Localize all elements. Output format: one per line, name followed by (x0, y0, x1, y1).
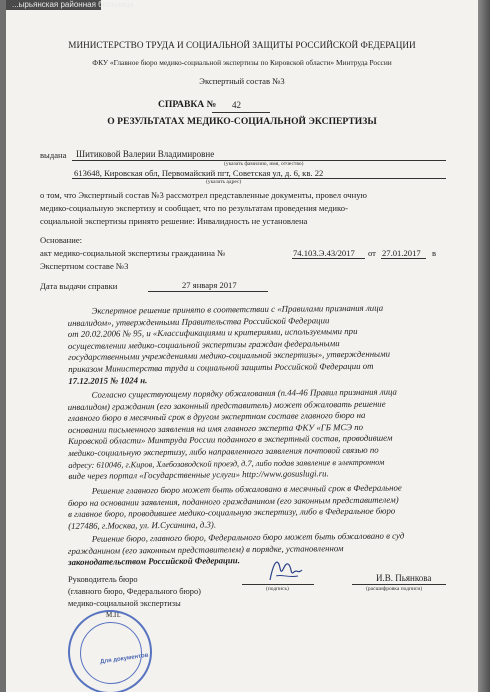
p4-line: гражданином (его законным представителем) в порядке, установленном (67, 542, 344, 556)
basis-text-b: в (432, 248, 437, 258)
issue-date-underline (148, 291, 268, 292)
certificate-title: СПРАВКА № (158, 99, 217, 110)
p3-line: бюро на основании заявления, поданного гражданином (его законным представителем) (67, 494, 399, 508)
signer-role-1: Руководитель бюро (68, 575, 138, 584)
certificate-number: 42 (232, 100, 241, 110)
signature-underline (242, 584, 314, 585)
official-stamp (68, 610, 152, 692)
paragraph-court-appeal (68, 530, 446, 569)
signer-hint: (расшифровка подписи) (366, 586, 423, 592)
p2-line: Кировской области» Минтруда России поданного в экспертный состав, проводившем (68, 432, 393, 447)
p1-line: инвалидом», утвержденными Правительства Российской Федерации (67, 314, 330, 328)
p1-line: от 20.02.2006 № 95, и «Классификациями и критериями, используемыми при (67, 326, 358, 340)
basis-label: Основание: (40, 235, 83, 245)
act-date-underline (381, 258, 426, 259)
p1-line: Экспертное решение принято в соответствии с «Правилами признания лица (91, 302, 384, 316)
p1-line: приказом Министерства труда и социальной защиты Российской Федерации от (68, 360, 374, 374)
act-date: 27.01.2017 (382, 248, 421, 258)
signature-hint: (подпись) (266, 586, 289, 592)
p2-line: медико-социальную экспертизу, либо направленного заявления почтовой связью по (68, 444, 379, 458)
bureau-heading: ФКУ «Главное бюро медико-социальной экспертизы по Кировской области» Минтруда России (92, 58, 392, 67)
p4-line: Решение бюро, главного бюро, Федерального бюро может быть обжаловано в суд (91, 530, 405, 544)
p1-line: осуществлении медико-социальной экспертизы граждан федеральными (67, 337, 340, 351)
stamp-text: Для документов (99, 652, 149, 666)
recipient-name: Шитиковой Валерии Владимировне (76, 149, 215, 159)
corner-label: ...ырьянская районная больница (12, 0, 134, 9)
statement-line-3: социальной экспертизы принято решение: Инвалидность не установлена (40, 216, 308, 226)
p2-line: Согласно существующему порядку обжалования (п.44-46 Правил признания лица (91, 386, 397, 400)
p3-line: в главное бюро, проводившее медико-социальную экспертизу, либо в Федеральное бюро (68, 505, 396, 520)
name-hint: (указать фамилию, имя, отчество) (224, 161, 304, 167)
issued-label: выдана (40, 150, 67, 160)
document-page (6, 0, 478, 692)
certificate-subtitle: О РЕЗУЛЬТАТАХ МЕДИКО-СОЦИАЛЬНОЙ ЭКСПЕРТИЗЫ (107, 116, 377, 127)
p1-line: 17.12.2015 № 1024 н. (68, 374, 148, 386)
signer-underline (352, 584, 446, 585)
page-edge-shadow (478, 0, 490, 692)
address-underline (72, 178, 446, 179)
basis-line-2: Экспертном составе №3 (40, 261, 129, 271)
address-hint: (указать адрес) (206, 179, 242, 185)
composition-heading: Экспертный состав №3 (199, 76, 285, 86)
signer-name: И.В. Пьянкова (376, 573, 432, 583)
paragraph-federal-appeal (68, 482, 446, 532)
p3-line: (127486, г.Москва, ул. И.Сусанина, д.3). (68, 519, 217, 531)
p4-line: законодательством Российской Федерации. (68, 555, 240, 568)
act-number-underline (292, 258, 365, 259)
statement-line-1: о том, что Экспертный состав №3 рассмотрел представленные документы, провел очную (40, 190, 367, 200)
p1-line: государственными учреждениями медико-социальной экспертизы», утвержденными (68, 348, 391, 363)
stamp-mark: М.П. (106, 611, 121, 619)
act-number: 74.103.Э.43/2017 (293, 248, 355, 258)
p3-line: Решение главного бюро может быть обжаловано в месячный срок в Федеральное (91, 482, 402, 496)
paragraph-appeal-order (68, 386, 447, 483)
paragraph-regulation (68, 302, 447, 387)
signer-role-3: медико-социальной экспертизы (68, 599, 181, 608)
basis-from: от (368, 248, 376, 258)
p2-line: виде через портал «Государственные услуги» http://www.gosuslugi.ru. (68, 468, 329, 482)
p2-line: адресу: 610046, г.Киров, Хлебозаводской проезд, д.7, либо подав заявление в электронном (68, 457, 385, 470)
number-underline (212, 112, 270, 113)
recipient-address: 613648, Кировская обл, Первомайский пгт, Советская ул, д. 6, кв. 22 (74, 168, 324, 178)
p2-line: инвалидом) гражданин (его законный представитель) может обжаловать решение (67, 398, 386, 412)
ministry-heading: МИНИСТЕРСТВО ТРУДА И СОЦИАЛЬНОЙ ЗАЩИТЫ РОССИЙСКОЙ ФЕДЕРАЦИИ (68, 40, 416, 50)
signer-role-2: (главного бюро, Федерального бюро) (68, 587, 201, 596)
p2-line: главного бюро в месячный срок в другом экспертном составе главного бюро на (67, 410, 366, 424)
statement-line-2: медико-социальную экспертизу и сообщает, что по результатам проведения медико- (40, 203, 348, 213)
issue-date-value: 27 января 2017 (182, 280, 237, 290)
basis-text-a: акт медико-социальной экспертизы гражданина № (40, 248, 226, 258)
p2-line: основании письменного заявления на имя главного эксперта ФКУ «ГБ МСЭ по (67, 421, 364, 435)
issue-date-label: Дата выдачи справки (40, 281, 118, 291)
stamp-inner-ring (80, 622, 142, 684)
